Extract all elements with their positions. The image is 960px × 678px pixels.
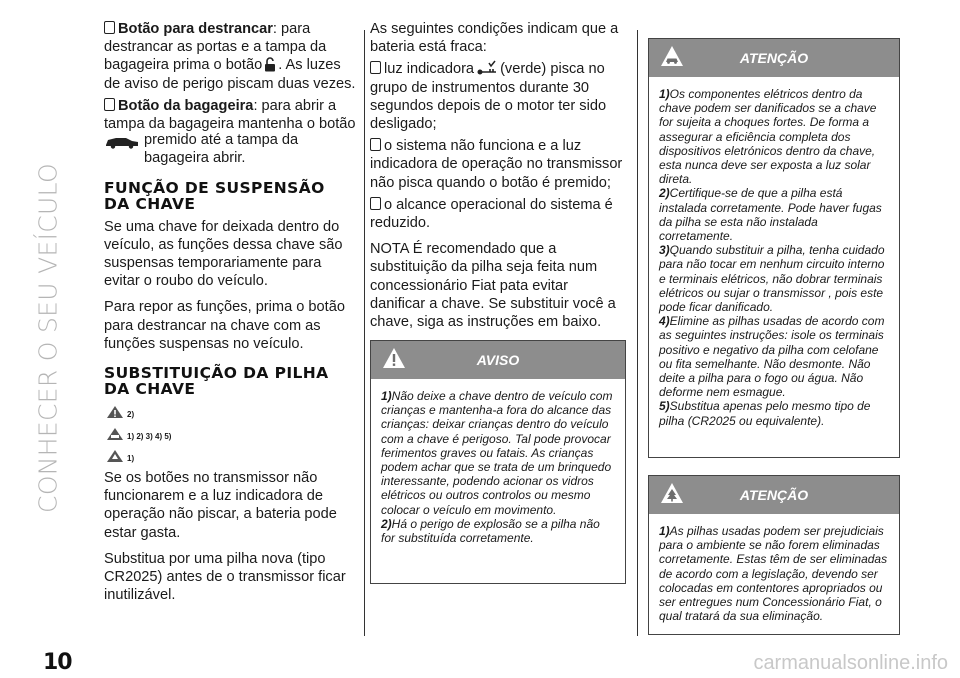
caution-item: 1)Os componentes elétricos dentro da chave podem ser danificados se a chave for sujeita a choques fortes. De forma a assegurar a eficiência completa dos dispositivos eletrónicos dentro da chave, esta nunca deve ser exposta a luz solar direta. bbox=[659, 87, 877, 187]
warning-box-title: AVISO bbox=[476, 352, 520, 368]
condition-item: luz indicadora (verde) pisca no grupo de instrumentos durante 30 segundos depois de o motor ter sido desligado; bbox=[370, 61, 607, 133]
watermark: carmanualsonline.info bbox=[753, 652, 948, 674]
warning-item: 1)Não deixe a chave dentro de veículo com crianças e mantenha-a fora do alcance das crianças: deixar crianças dentro do veículo com a chave é perigoso. Tal pode provocar ferimentos graves ou fatais. As crianças podem achar que se trata de um brinquedo interessante, podendo acionar os vidros elétricos ou outros controlos ou mesmo colocar o veículo em movimento. bbox=[381, 389, 613, 517]
environment-box-body bbox=[649, 514, 899, 623]
environment-item: 1)As pilhas usadas podem ser prejudiciais para o ambiente se não forem eliminadas corretamente. Estas têm de ser eliminadas de acordo com a legislação, devendo ser colocadas em contentores apropriados ou ser entregues num Concessionário Fiat, o qual tratará da sua eliminação. bbox=[659, 524, 888, 624]
column-1 bbox=[104, 20, 356, 608]
paragraph: Se os botões no transmissor não funcionarem e a luz indicadora de operação não piscar, a bateria pode estar gasta. bbox=[104, 470, 337, 541]
car-trunk-icon bbox=[104, 135, 140, 149]
section-title: CONHECER O SEU VEÍCULO bbox=[33, 163, 63, 513]
warning-triangle-icon bbox=[106, 405, 124, 419]
padlock-open-icon bbox=[264, 57, 276, 72]
section-heading: FUNÇÃO DE SUSPENSÃO DA CHAVE bbox=[104, 178, 325, 213]
environment-tree-icon bbox=[659, 481, 685, 505]
caution-box bbox=[648, 38, 900, 458]
caution-item: 3)Quando substituir a pilha, tenha cuidado para não tocar em nenhum circuito interno e terminais elétricos, não dobrar terminais elétricos ou sujar o transmissor , pois este pode ficar danificado. bbox=[659, 243, 885, 315]
paragraph: Se uma chave for deixada dentro do veículo, as funções dessa chave são suspensas temporariamente para evitar o roubo do veículo. bbox=[104, 218, 343, 290]
paragraph-trunk-button: Botão da bagageira: para abrir a tampa da bagageira mantenha o botão premido até a tampa da bagageira abrir. bbox=[104, 97, 356, 167]
environment-box bbox=[648, 475, 900, 635]
key-button-icon bbox=[370, 197, 381, 210]
caution-item: 5)Substitua apenas pelo mesmo tipo de pilha (CR2025 ou equivalente). bbox=[659, 399, 871, 428]
environment-reference: 1) bbox=[106, 449, 356, 463]
note-paragraph: NOTA É recomendado que a substituição da pilha seja feita num concessionário Fiat pata evitar danificar a chave. Se substituir você a chave, siga as instruções em baixo. bbox=[370, 241, 616, 331]
caution-box-header bbox=[649, 39, 899, 77]
warning-item: 2)Há o perigo de explosão se a pilha não for substituída corretamente. bbox=[381, 516, 600, 546]
caution-car-icon bbox=[106, 427, 124, 441]
key-indicator-icon bbox=[476, 60, 498, 76]
warning-triangle-icon bbox=[381, 346, 407, 370]
caution-box-body bbox=[649, 77, 899, 428]
column-2 bbox=[370, 20, 626, 335]
environment-box-header bbox=[649, 476, 899, 514]
warning-reference: 2) bbox=[106, 405, 356, 419]
caution-item: 4)Elimine as pilhas usadas de acordo com as seguintes instruções: isole os terminais positivo e negativo da pilha com celofane ou fita semelhante. Não desmonte. Não deite a pilha para o fogo ou água. Não deforme nem esmague. bbox=[659, 314, 885, 400]
environment-tree-icon bbox=[106, 449, 124, 463]
column-divider bbox=[637, 30, 638, 636]
warning-box bbox=[370, 340, 626, 584]
warning-box-body bbox=[371, 379, 625, 545]
column-divider bbox=[364, 30, 365, 636]
warning-box-header bbox=[371, 341, 625, 379]
paragraph: As seguintes condições indicam que a bateria está fraca: bbox=[370, 21, 619, 56]
caution-box-title: ATENÇÃO bbox=[739, 50, 809, 66]
key-button-icon bbox=[104, 21, 115, 34]
caution-item: 2)Certifique-se de que a pilha está instalada corretamente. Pode haver fugas da pilha se esta não instalada corretamente. bbox=[659, 186, 882, 244]
key-button-icon bbox=[104, 98, 115, 111]
paragraph: Para repor as funções, prima o botão para destrancar na chave com as funções suspensas no veículo. bbox=[104, 299, 345, 352]
condition-item: o sistema não funciona e a luz indicadora de operação no transmissor não pisca quando o botão é premido; bbox=[370, 138, 623, 191]
paragraph: Substitua por uma pilha nova (tipo CR2025) antes de o transmissor ficar inutilizável. bbox=[104, 550, 346, 604]
condition-item: o alcance operacional do sistema é reduzido. bbox=[370, 196, 613, 232]
caution-car-icon bbox=[659, 44, 685, 68]
key-button-icon bbox=[370, 61, 381, 74]
caution-reference: 1) 2) 3) 4) 5) bbox=[106, 427, 356, 441]
section-heading: SUBSTITUIÇÃO DA PILHA DA CHAVE bbox=[104, 364, 329, 399]
key-button-icon bbox=[370, 138, 381, 151]
paragraph-unlock-button: Botão para destrancar: para destrancar as portas e a tampa da bagageira prima o botão . As luzes de aviso de perigo piscam duas vezes. bbox=[104, 21, 356, 92]
environment-box-title: ATENÇÃO bbox=[739, 487, 809, 503]
page-number: 10 bbox=[43, 650, 72, 675]
